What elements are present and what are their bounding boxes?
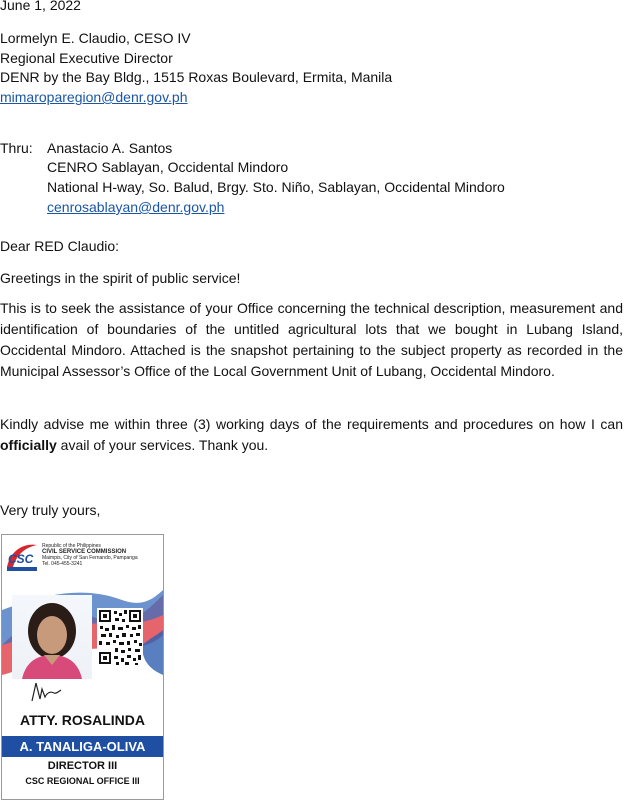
id-card-image: [1, 534, 164, 800]
signature-mark: [28, 679, 64, 705]
thru-email-link[interactable]: cenrosablayan@denr.gov.ph: [47, 199, 225, 215]
recipient-address: DENR by the Bay Bldg., 1515 Roxas Boulevard, Ermita, Manila: [0, 69, 393, 85]
card-position: DIRECTOR III: [47, 760, 118, 772]
csc-logo: [5, 541, 39, 573]
body-paragraph-2: [0, 414, 623, 456]
letter-date: June 1, 2022: [0, 0, 81, 13]
body-paragraph-2-text-b: avail of your services. Thank you.: [56, 437, 269, 453]
org-line-3: Maimpis, City of San Fernando, Pampanga: [42, 555, 138, 561]
thru-label: Thru:: [0, 140, 33, 156]
recipient-email-link[interactable]: mimaroparegion@denr.gov.ph: [0, 89, 188, 105]
body-paragraph-2-emphasis: officially: [0, 437, 57, 453]
org-line-4: Tel. 045-455-3241: [42, 561, 83, 567]
org-line-2: CIVIL SERVICE COMMISSION: [42, 549, 127, 555]
card-org-block: [42, 543, 138, 567]
qr-code: [97, 608, 143, 666]
org-line-1: Republic of the Philippines: [42, 543, 101, 549]
recipient-title: Regional Executive Director: [0, 50, 173, 66]
thru-name: Anastacio A. Santos: [47, 140, 173, 156]
closing: Very truly yours,: [0, 502, 101, 518]
thru-office: CENRO Sablayan, Occidental Mindoro: [47, 159, 289, 175]
card-office: CSC REGIONAL OFFICE III: [25, 776, 140, 786]
salutation: Dear RED Claudio:: [0, 238, 120, 254]
card-name-line-1: ATTY. ROSALINDA: [20, 712, 145, 728]
card-name-line-2: A. TANALIGA-OLIVA: [2, 736, 163, 757]
greeting: Greetings in the spirit of public service!: [0, 270, 241, 286]
body-paragraph-1: This is to seek the assistance of your Office concerning the technical description, measurement and identification of boundaries of the untitled agricultural lots that we bought in Lubang Island, Occidental Mindoro. Attached is the snapshot pertaining to the subject property as recorded in the Municipal Assessor’s Office of the Local Government Unit of Lubang, Occidental Mindoro.: [0, 300, 623, 379]
csc-logo-text: CSC: [8, 552, 34, 566]
body-paragraph-2-text-a: Kindly advise me within three (3) working days of the requirements and procedures on how I can: [0, 416, 623, 432]
id-photo: [12, 595, 92, 679]
recipient-name: Lormelyn E. Claudio, CESO IV: [0, 30, 191, 46]
thru-address: National H-way, So. Balud, Brgy. Sto. Niño, Sablayan, Occidental Mindoro: [47, 179, 505, 195]
